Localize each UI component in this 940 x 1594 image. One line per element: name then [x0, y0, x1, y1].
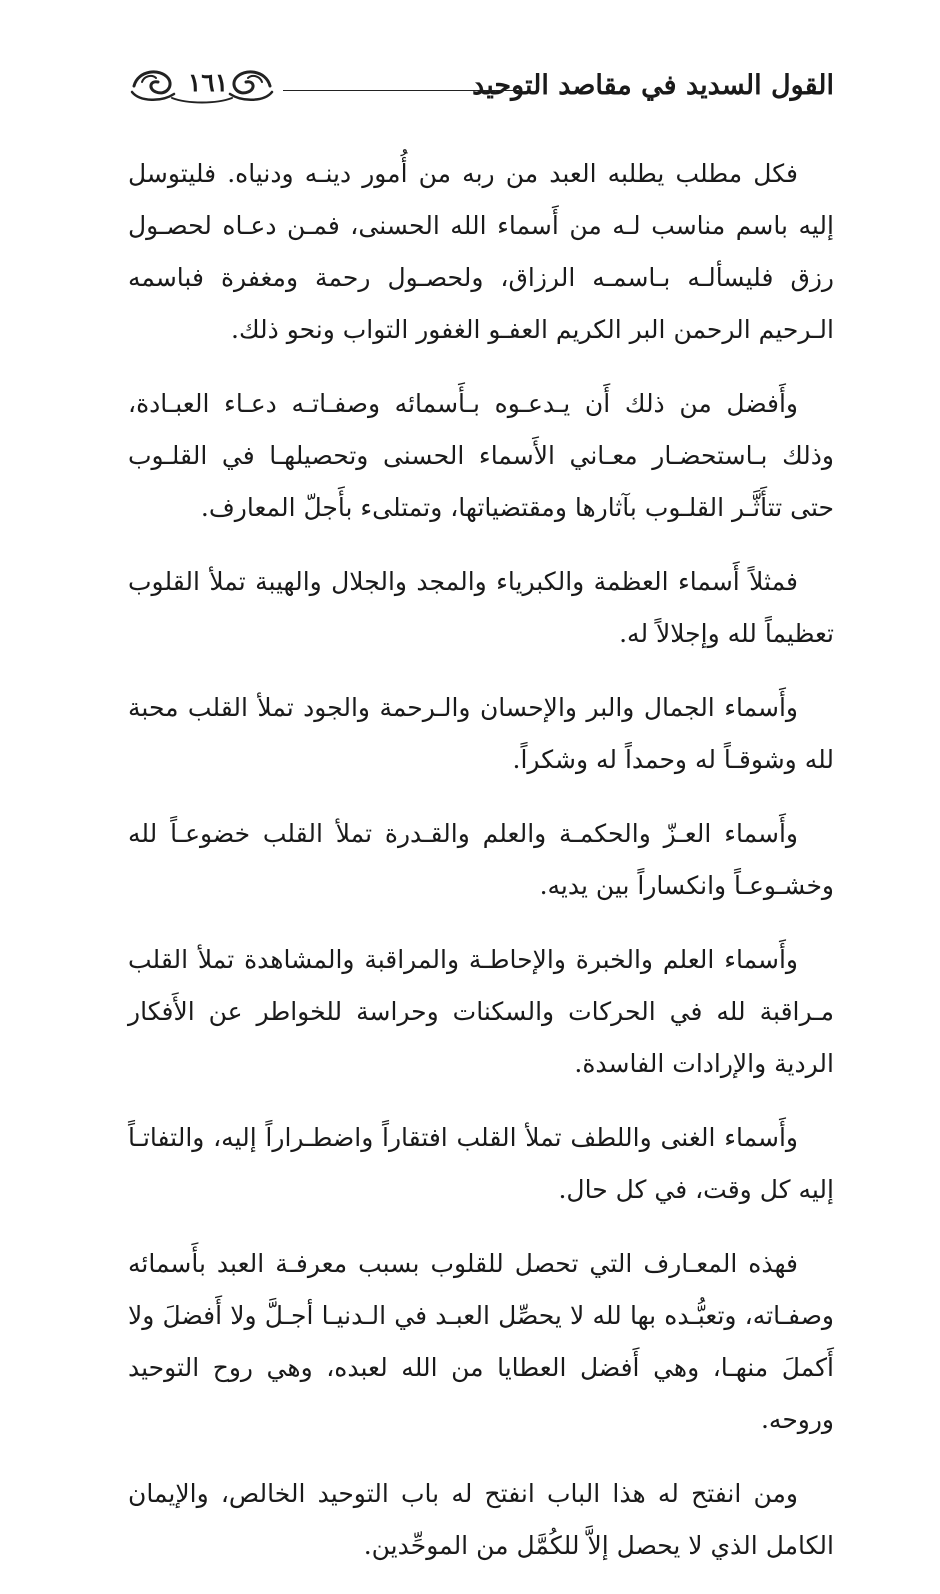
paragraph: وأَسماء العلم والخبرة والإحاطـة والمراقبة والمشاهدة تملأ القلب مـراقبة لله في الحركات والسكنات وحراسة للخواطر عن الأَفكار الردية والإرادات الفاسدة. [128, 945, 834, 1078]
page-number: ١٦١ [187, 68, 229, 97]
paragraph: وأَفضل من ذلك أَن يـدعـوه بـأَسمائه وصفـاتـه دعـاء العبـادة، وذلك بـاستحضـار معـاني الأَسماء الحسنى وتحصيلهـا في القلـوب حتى تتأَثَّـر القلـوب بآثارها ومقتضياتها، وتمتلىء بأَجلّ المعارف. [128, 389, 834, 522]
paragraph: فهذه المعـارف التي تحصل للقلوب بسبب معرفـة العبد بأَسمائه وصفـاته، وتعبُّـده بها لله لا يحصِّل العبـد في الـدنيـا أجـلَّ ولا أَفضلَ ولا أَكملَ منهـا، وهي أَفضل العطايا من الله لعبده، وهي روح التوحيد وروحه. [128, 1249, 834, 1434]
paragraph: وأَسماء الجمال والبر والإحسان والـرحمة والجود تملأ القلب محبة لله وشوقـاً له وحمداً له وشكراً. [128, 693, 834, 774]
header-rule [283, 90, 519, 91]
paragraph: فكل مطلب يطلبه العبد من ربه من أُمور دينـه ودنياه. فليتوسل إليه باسم مناسب لـه من أَسماء الله الحسنى، فمـن دعـاه لحصـول رزق فليسألـه بـاسمـه الرزاق، ولحصـول رحمة ومغفرة فباسمه الـرحيم الرحمن البر الكريم العفـو الغفور التواب ونحو ذلك. [128, 159, 834, 344]
header-title: القول السديد في مقاصد التوحيد [472, 70, 834, 101]
paragraph: وأَسماء العـزّ والحكمـة والعلم والقـدرة تملأ القلب خضوعـاً لله وخشـوعـاً وانكساراً بين يديه. [128, 819, 834, 900]
paragraph: فمثلاً أَسماء العظمة والكبرياء والمجد والجلال والهيبة تملأ القلوب تعظيماً لله وإجلالاً له. [128, 567, 834, 648]
paragraph: وأَسماء الغنى واللطف تملأ القلب افتقاراً واضطـراراً إليه، والتفاتـاً إليه كل وقت، في كل حال. [128, 1123, 834, 1204]
running-header [128, 62, 834, 118]
paragraph: ومن انفتح له هذا الباب انفتح له باب التوحيد الخالص، والإيمان الكامل الذي لا يحصل إلاَّ للكُمَّل من الموحِّدين. [128, 1479, 834, 1560]
body-text [128, 148, 834, 1594]
